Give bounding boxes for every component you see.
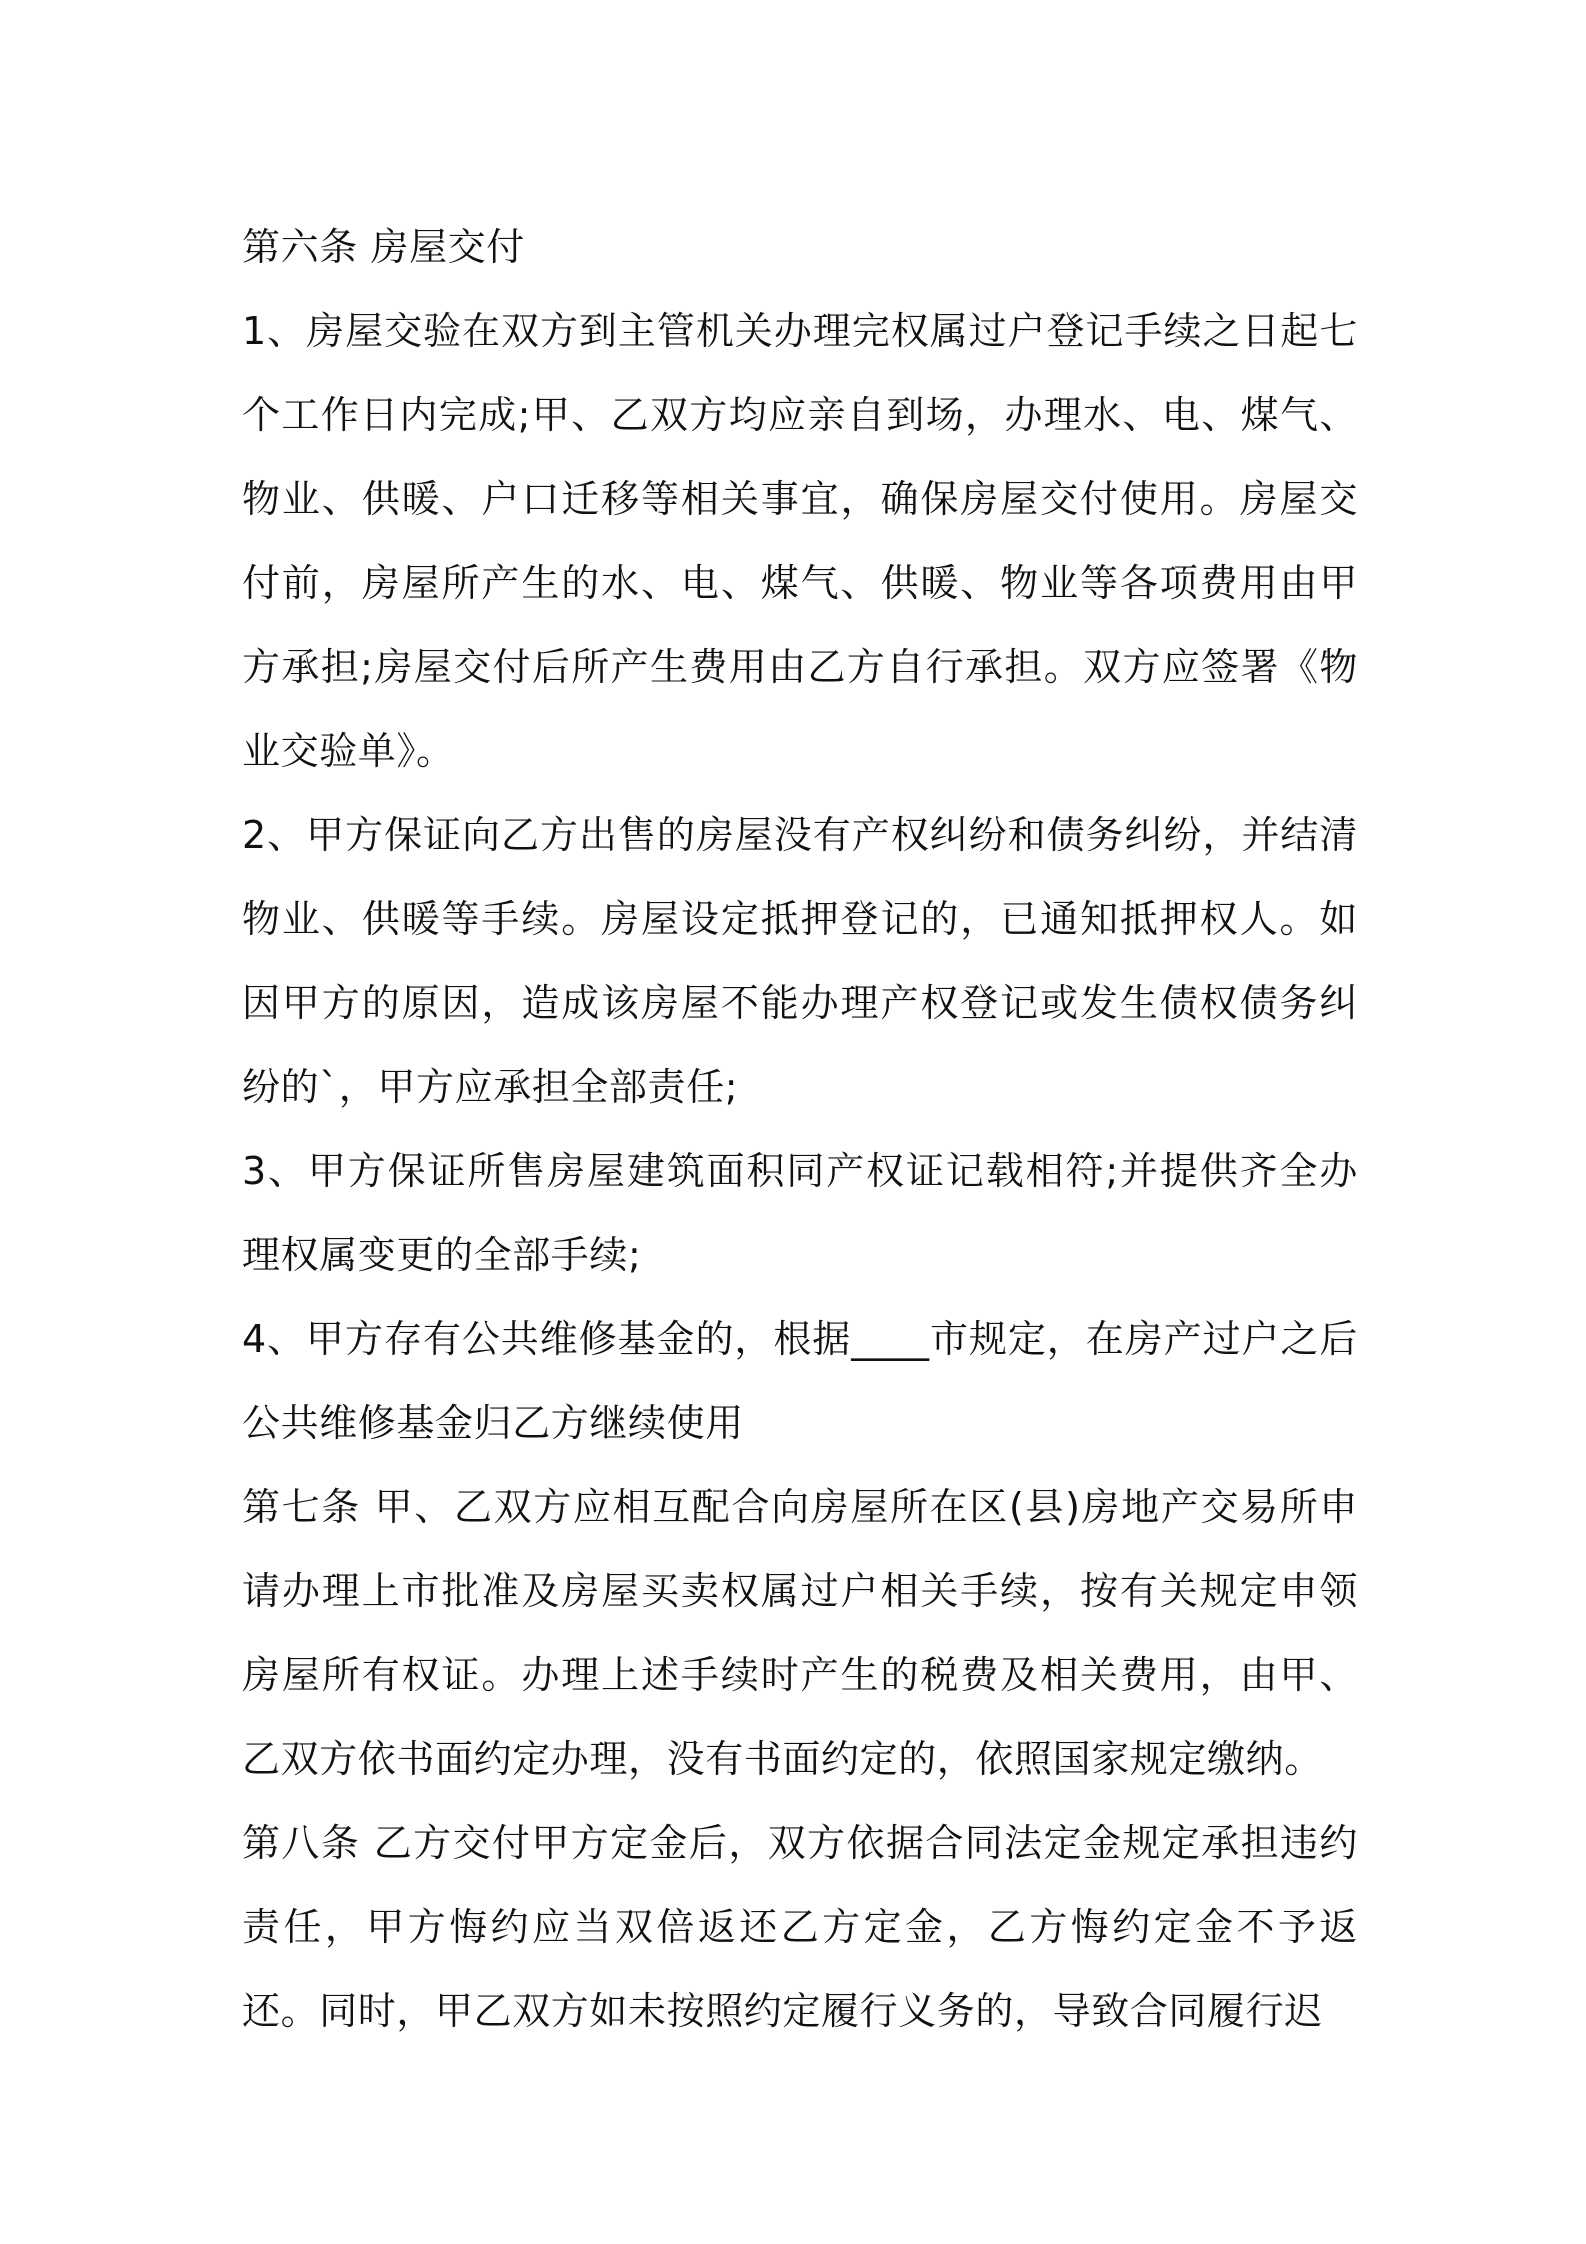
article-7: 第七条 甲、乙双方应相互配合向房屋所在区(县)房地产交易所申请办理上市批准及房屋买卖权属过户相关手续，按有关规定申领房屋所有权证。办理上述手续时产生的税费及相关费用，由甲、乙双方依书面约定办理，没有书面约定的，依照国家规定缴纳。 [242,1485,1358,1781]
clause-6-1: 1、房屋交验在双方到主管机关办理完权属过户登记手续之日起七个工作日内完成;甲、乙双方均应亲自到场，办理水、电、煤气、物业、供暖、户口迁移等相关事宜，确保房屋交付使用。房屋交付前，房屋所产生的水、电、煤气、供暖、物业等各项费用由甲方承担;房屋交付后所产生费用由乙方自行承担。双方应签署《物业交验单》。 [242,309,1358,773]
clause-6-2: 2、甲方保证向乙方出售的房屋没有产权纠纷和债务纠纷，并结清物业、供暖等手续。房屋设定抵押登记的，已通知抵押权人。如因甲方的原因，造成该房屋不能办理产权登记或发生债权债务纠纷的`，甲方应承担全部责任; [242,813,1358,1109]
article-6-heading: 第六条 房屋交付 [242,225,525,269]
clause-6-4: 4、甲方存有公共维修基金的，根据____市规定，在房产过户之后公共维修基金归乙方继续使用 [242,1317,1358,1445]
clause-6-3: 3、甲方保证所售房屋建筑面积同产权证记载相符;并提供齐全办理权属变更的全部手续; [242,1149,1358,1277]
article-8: 第八条 乙方交付甲方定金后，双方依据合同法定金规定承担违约责任，甲方悔约应当双倍返还乙方定金，乙方悔约定金不予返还。同时，甲乙双方如未按照约定履行义务的，导致合同履行迟 [242,1821,1358,2033]
document-page [242,205,1358,2053]
